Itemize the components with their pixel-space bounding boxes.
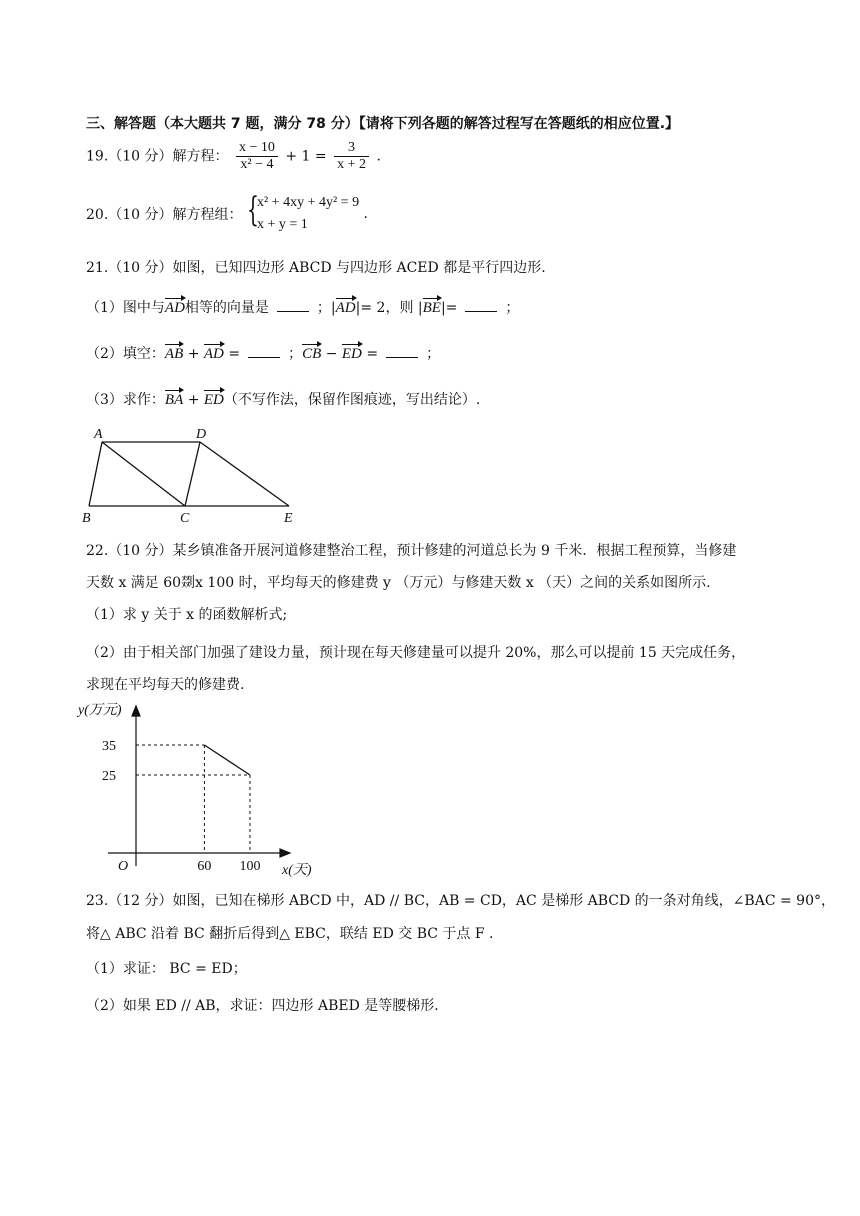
q21-p3-text-b: （不写作法，保留作图痕迹，写出结论）. [223, 392, 481, 408]
x-tick-label: 60 [197, 859, 212, 874]
q21-p1-vector-ad-abs: AD [336, 296, 356, 317]
q19-suffix: . [376, 148, 381, 165]
section-title: 三、解答题（本大题共 7 题，满分 78 分）【请将下列各题的解答过程写在答题纸的相应位置.】 [86, 116, 680, 132]
q20-prefix: 20.（10 分）解方程组： [86, 207, 243, 223]
q23-line-2: 将△ ABC 沿着 BC 翻折后得到△ EBC，联结 ED 交 BC 于点 F . [86, 926, 494, 942]
y-tick-label: 35 [102, 739, 116, 754]
q21-p1-blank-2[interactable] [465, 299, 497, 312]
y-tick-label: 25 [102, 769, 116, 784]
q23-part-1: （1）求证： BC = ED； [86, 961, 247, 977]
q20-equation-2: x + y = 1 [256, 217, 308, 232]
q21-part-2 [86, 342, 440, 363]
y-axis-label: y(万元) [78, 703, 122, 718]
q19-prefix: 19.（10 分）解方程： [86, 148, 229, 165]
q21-p2-minus: − [325, 346, 338, 362]
cost-line-segment [204, 745, 250, 775]
q21-p2-separator: ； [288, 346, 303, 362]
segment-de [200, 442, 289, 506]
q19-frac2-numerator: 3 [334, 140, 369, 157]
q23-part-2: （2）如果 ED // AB，求证：四边形 ABED 是等腰梯形. [86, 998, 439, 1014]
q21-p3-text-a: （3）求作： [86, 392, 165, 408]
q21-p1-text-d: |= 2，则 | [355, 300, 423, 316]
q21-p1-text-e: |= [440, 300, 458, 316]
q19-frac2-denominator: x + 2 [337, 157, 366, 172]
point-c-label: C [180, 511, 190, 526]
q20-suffix: . [363, 206, 368, 222]
q21-p2-equals-1: = [228, 346, 241, 362]
x-tick-label: 100 [239, 859, 261, 874]
q21-p2-blank-1[interactable] [248, 345, 280, 358]
segment-ac [102, 442, 185, 506]
segment-dc [185, 442, 200, 506]
q21-p2-vector-cb: CB [302, 342, 321, 363]
q21-intro: 21.（10 分）如图，已知四边形 ABCD 与四边形 ACED 都是平行四边形. [86, 260, 546, 276]
point-a-label: A [94, 427, 103, 442]
q19-fraction-right [334, 140, 369, 173]
q20-equation-1: x² + 4xy + 4y² = 9 [256, 195, 360, 210]
origin-label: O [118, 859, 129, 874]
q21-p2-vector-ed: ED [342, 342, 362, 363]
q19-frac1-denominator: x² − 4 [240, 157, 274, 172]
q21-p2-blank-2[interactable] [386, 345, 418, 358]
q22-part-1: （1）求 y 关于 x 的函数解析式; [86, 607, 288, 623]
q21-p2-plus: + [187, 346, 200, 362]
q21-p2-equals-2: = [366, 346, 379, 362]
x-axis-arrow-icon [280, 849, 290, 857]
q21-p2-end: ； [426, 346, 441, 362]
q21-p2-vector-ad: AD [204, 342, 224, 363]
q19-plus-one: + 1 = [285, 148, 327, 165]
segment-ab [89, 442, 102, 506]
q20-equation-system [247, 192, 359, 236]
q21-part-3 [86, 388, 480, 409]
q22-cost-graph [70, 698, 320, 880]
point-e-label: E [284, 511, 293, 526]
q19-fraction-left [236, 140, 278, 173]
q22-part-2-line-2: 求现在平均每天的修建费. [86, 677, 245, 693]
question-20 [86, 192, 368, 236]
y-axis-arrow-icon [132, 706, 140, 716]
q21-p3-vector-ed: ED [204, 388, 224, 409]
q21-p1-blank-1[interactable] [277, 299, 309, 312]
q22-line-1: 22.（10 分）某乡镇准备开展河道修建整治工程，预计修建的河道总长为 9 千米．根据工程预算，当修建 [86, 543, 737, 559]
q21-p2-text-a: （2）填空： [86, 346, 165, 362]
q21-p1-text-c: ；| [316, 300, 336, 316]
q20-brace-icon: { [246, 190, 259, 230]
question-19 [86, 140, 381, 173]
q21-p1-vector-be: BE [423, 296, 441, 317]
q21-p2-vector-ab: AB [165, 342, 183, 363]
q21-p1-text-b: 相等的向量是 [184, 300, 269, 316]
q21-p3-plus: + [187, 392, 200, 408]
q22-part-2-line-1: （2）由于相关部门加强了建设力量，预计现在每天修建量可以提升 20%，那么可以提前 15 天完成任务， [86, 645, 746, 661]
point-d-label: D [196, 427, 207, 442]
q21-parallelogram-figure [78, 424, 308, 528]
q23-line-1: 23.（12 分）如图，已知在梯形 ABCD 中，AD // BC，AB = CD，AC 是梯形 ABCD 的一条对角线，∠BAC = 90°， [86, 893, 835, 909]
x-axis-label: x(天) [282, 863, 312, 878]
q21-p1-vector-ad: AD [165, 296, 185, 317]
q21-p1-text-f: ； [505, 300, 520, 316]
q21-p1-text-a: （1）图中与 [86, 300, 165, 316]
q22-line-2: 天数 x 满足 60剟x 100 时，平均每天的修建费 y （万元）与修建天数 x （天）之间的关系如图所示. [86, 575, 711, 591]
q21-p3-vector-ba: BA [165, 388, 183, 409]
q19-frac1-numerator: x − 10 [236, 140, 278, 157]
point-b-label: B [82, 511, 91, 526]
q21-part-1 [86, 296, 519, 317]
